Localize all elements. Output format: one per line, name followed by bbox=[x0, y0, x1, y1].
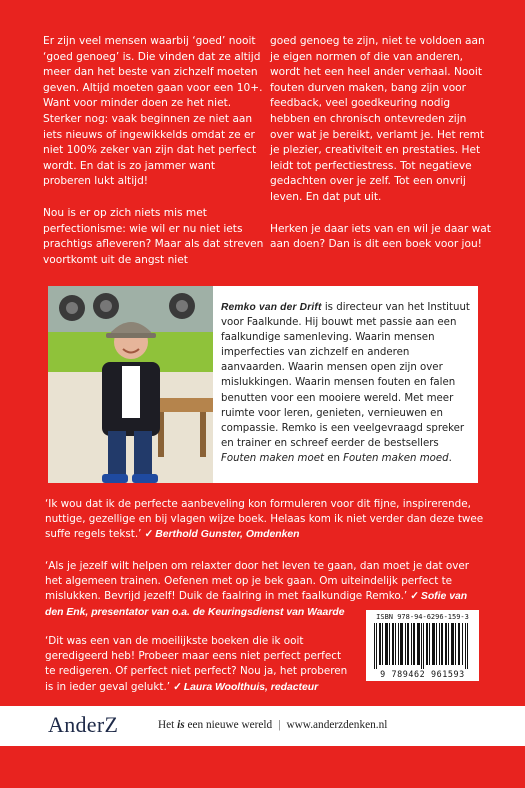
intro-paragraph: Nou is er op zich niets mis met perfectionisme: wie wil er nu niet iets prachtigs afleveren? Maar als dat streven voortkomt uit de angst niet bbox=[43, 206, 264, 266]
intro-right-column bbox=[270, 34, 492, 269]
publisher-logo: AnderZ bbox=[48, 712, 119, 737]
barcode-digits: 9 789462 961593 bbox=[380, 669, 465, 679]
checkmark-icon: ✓ bbox=[144, 529, 154, 541]
tagline-pre: Het bbox=[158, 719, 178, 731]
author-name: Remko van der Drift bbox=[221, 302, 322, 313]
endorsement-quote bbox=[45, 634, 350, 695]
intro-left-column bbox=[43, 34, 265, 284]
signature-name: Berthold Gunster, Omdenken bbox=[155, 529, 300, 541]
intro-paragraph: Herken je daar iets van en wil je daar wat aan doen? Dan is dit een boek voor jou! bbox=[270, 222, 491, 251]
quote-signature bbox=[173, 682, 318, 693]
bio-body: is directeur van het Instituut voor Faalkunde. Hij bouwt met passie aan een faalkundige samenleving. Waarin mensen imperfecties van zichzelf en anderen aanvaarden. Waarin mensen open zijn over mislukkingen. Waarin mensen fouten en falen benutten voor een mooiere wereld. Met meer ruimte voor leren, genieten, vernieuwen en compassie. Remko is een veelgevraagd spreker en trainer en schreef eerder de bestsellers bbox=[221, 302, 470, 449]
author-bio-text bbox=[221, 300, 471, 466]
barcode-icon bbox=[374, 623, 471, 669]
signature-name: Sofie van den Enk, presentator van o.a. de Keuringsdienst van Waarde bbox=[45, 591, 468, 618]
author-photo bbox=[48, 286, 213, 483]
publisher-tagline bbox=[158, 719, 387, 731]
intro-paragraph: Er zijn veel mensen waarbij ‘goed’ nooit ‘goed genoeg’ is. Die vinden dat ze altijd meer dan het beste van zichzelf moeten geven. Altijd moeten gaan voor een 10+. Want voor minder doen ze het niet. Sterker nog: vaak beginnen ze niet aan iets nieuws of ingewikkelds omdat ze er niet 100% zeker van zijn dat het perfect wordt. En dat is zo jammer want proberen lukt altijd! bbox=[43, 35, 263, 188]
quote-text: ‘Ik wou dat ik de perfecte aanbeveling kon formuleren voor dit fijne, inspirerende, nuttige, gezellige en bij vlagen wijze boek. Helaas kom ik niet verder dan deze twee suffe regels tekst.’ bbox=[45, 498, 484, 541]
isbn-label: ISBN 978-94-6296-159-3 bbox=[376, 613, 469, 621]
author-bio-panel bbox=[48, 286, 478, 483]
quote-text: ‘Dit was een van de moeilijkste boeken die ik ooit geredigeerd heb! Probeer maar eens niet perfect perfect te redigeren. Of perfect niet perfect? Nou ja, het proberen is in ieder geval gelukt.’ bbox=[45, 635, 348, 693]
bio-book-title: Fouten maken moet bbox=[221, 452, 324, 464]
bio-end: . bbox=[448, 452, 452, 464]
tagline-post: een nieuwe wereld bbox=[184, 719, 273, 731]
bio-conjunction: en bbox=[323, 452, 344, 464]
quote-signature bbox=[144, 529, 299, 540]
checkmark-icon: ✓ bbox=[410, 591, 419, 603]
quote-text: ‘Als je jezelf wilt helpen om relaxter door het leven te gaan, dan moet je dat over het algemeen trainen. Oefenen met op je bek gaan. Om uiteindelijk perfect te mislukken. Bevrijd jezelf! Duik de faalring in met faalkundige Remko.’ bbox=[45, 560, 470, 603]
publisher-footer bbox=[0, 706, 525, 746]
tagline-separator: | bbox=[278, 719, 281, 731]
tagline-emphasis: is bbox=[177, 719, 185, 731]
bio-book-title: Fouten maken moed bbox=[343, 452, 449, 464]
publisher-url[interactable]: www.anderzdenken.nl bbox=[286, 719, 388, 731]
checkmark-icon: ✓ bbox=[173, 681, 182, 693]
endorsement-quote bbox=[45, 497, 485, 543]
signature-name: Laura Woolthuis, redacteur bbox=[183, 681, 319, 693]
isbn-barcode bbox=[366, 610, 479, 681]
intro-paragraph: goed genoeg te zijn, niet te voldoen aan je eigen normen of die van anderen, wordt het een heel ander verhaal. Nooit fouten durven maken, bang zijn voor feedback, veel goedkeuring nodig hebben en chronisch ontevreden zijn over wat je bereikt, verlamt je. Het remt je plezier, creativiteit en prestaties. Het leidt tot perfectiestress. Tot negatieve gedachten over je zelf. Tot een onvrij leven. En dat put uit. bbox=[270, 35, 485, 203]
